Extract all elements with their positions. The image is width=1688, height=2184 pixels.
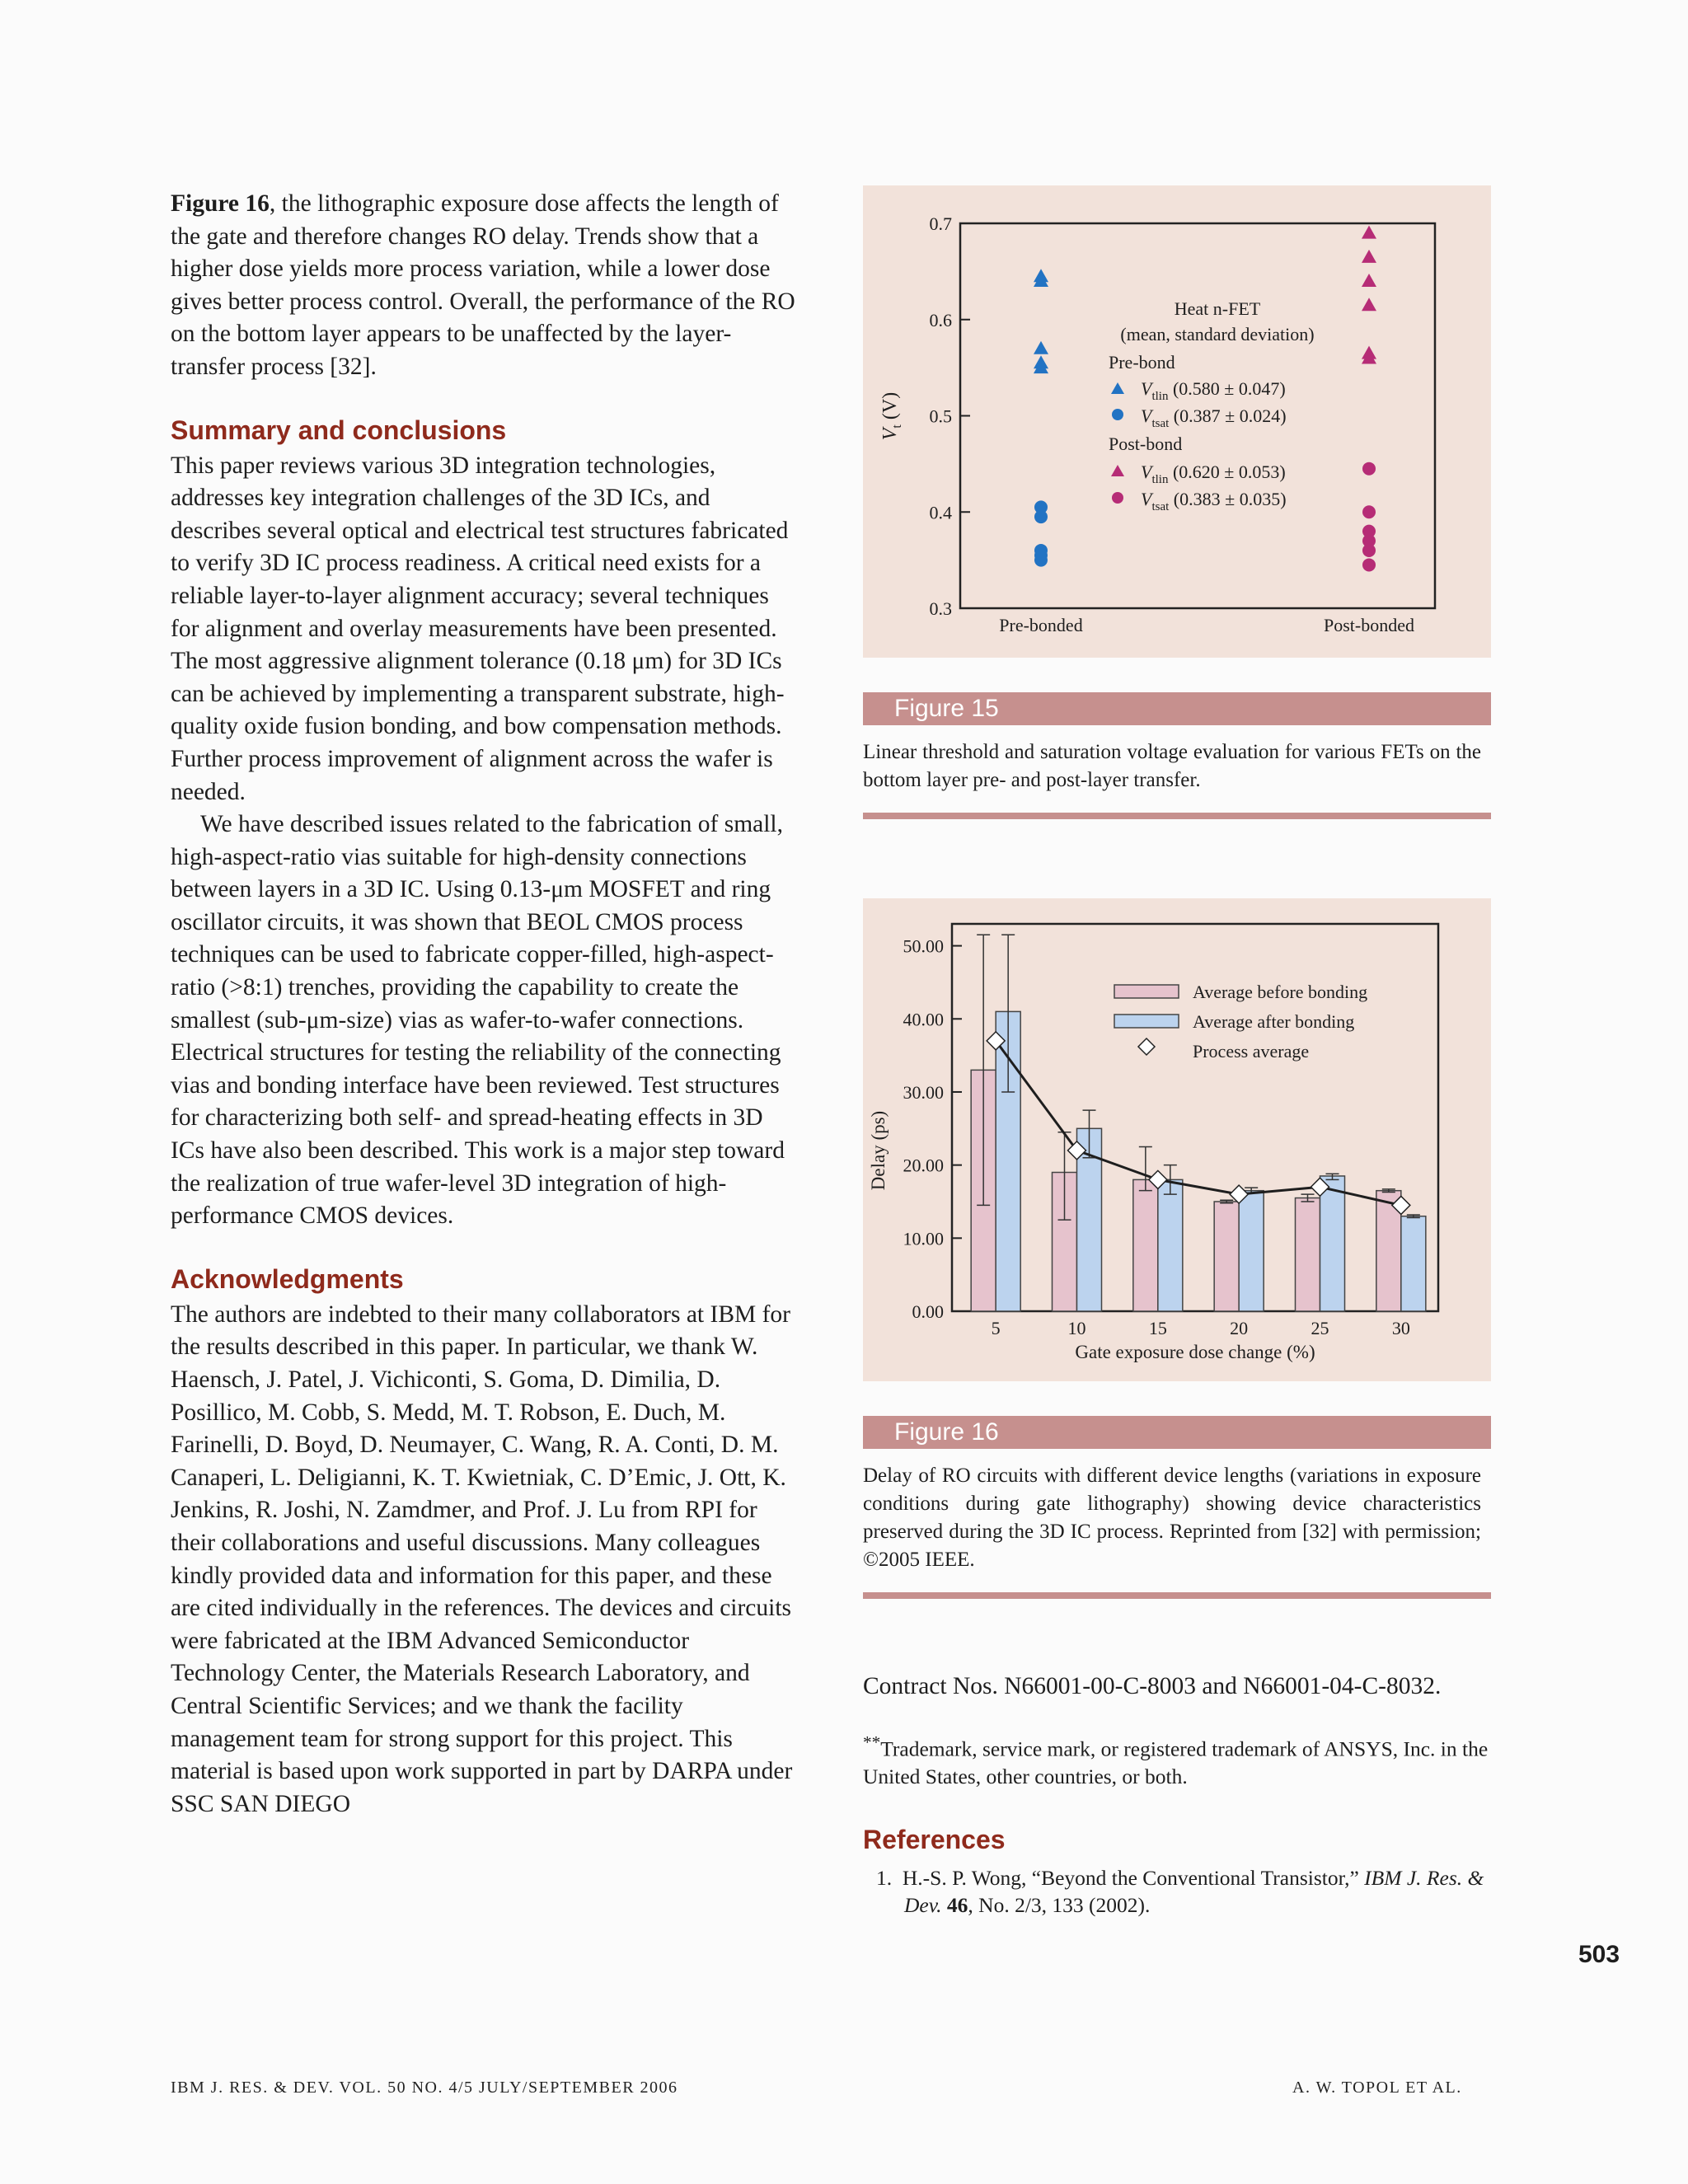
trademark-mark: **	[863, 1732, 881, 1752]
acknowledgments-paragraph: The authors are indebted to their many collaborators at IBM for the results described in this paper. In particular, we thank W. Haensch, J. Patel, J. Vichiconti, S. Goma, D. Dimilia, D. Posillico, M. Cobb, S. Medd, M. T. Robson, E. Duch, M. Farinelli, D. Boyd, D. Neumayer, C. Wang, R. A. Conti, D. M. Canaperi, L. Deligianni, K. T. Kwietniak, C. D’Emic, J. Ott, K. Jenkins, R. Joshi, N. Zamdmer, and Prof. J. Lu from RPI for their collaborations and useful discussions. Many colleagues kindly provided data and information for this paper, and these are cited individually in the references. The devices and circuits were fabricated at the IBM Advanced Semiconductor Technology Center, the Materials Research Laboratory, and Central Scientific Services; and we thank the facility management team for strong support for this project. This material is based upon work supported in part by DARPA under SSC SAN DIEGO	[171, 1301, 793, 1817]
summary-paragraph-1: This paper reviews various 3D integration technologies, addresses key integration challenges of the 3D ICs, and describes several optical and electrical test structures fabricated to verify 3D IC process readiness. A critical need exists for a reliable layer-to-layer alignment accuracy; several techniques for alignment and overlay measurements have been presented. The most aggressive alignment tolerance (0.18 μm) for 3D ICs can be achieved by implementing a transparent substrate, high-quality oxide fusion bonding, and bow compensation methods. Further process improvement of alignment across the wafer is needed.	[171, 452, 789, 805]
fig16-xtick-label: 10	[1067, 1318, 1086, 1338]
fig16-xtick-label: 30	[1391, 1318, 1410, 1338]
left-column	[171, 188, 801, 1821]
fig15-point-triangle	[1362, 298, 1376, 311]
figure16-panel	[863, 898, 1491, 1381]
reference-item	[863, 1864, 1491, 1919]
intro-text: , the lithographic exposure dose affects the length of the gate and therefore changes RO delay. Trends show that a higher dose yields more process variation, while a lower dose gives better process control. Overall, the performance of the RO on the bottom layer appears to be unaffected by the layer-transfer process [32].	[171, 190, 795, 380]
fig15-point-triangle	[1034, 341, 1048, 354]
fig15-ytick-label: 0.7	[929, 213, 952, 234]
fig16-xtick-label: 20	[1230, 1318, 1249, 1338]
fig16-ytick-label: 0.00	[912, 1301, 944, 1322]
fig15-legend-title: Heat n-FET	[1174, 298, 1261, 319]
fig15-legend-entry-4: $V_{tsat}$ (0.383 ± 0.035)	[1141, 489, 1287, 513]
reference-journal: IBM J. Res. & Dev.	[904, 1865, 1484, 1917]
figure16-chart	[863, 898, 1491, 1381]
figure16-rule	[863, 1592, 1491, 1599]
reference-number: 1.	[876, 1865, 893, 1890]
fig15-point-circle	[1362, 544, 1376, 557]
acknowledgments-heading: Acknowledgments	[171, 1263, 404, 1294]
fig15-point-circle	[1362, 505, 1376, 518]
fig16-bar-before	[1133, 1179, 1158, 1311]
trademark-text: Trademark, service mark, or registered trademark of ANSYS, Inc. in the United States, other countries, or both.	[863, 1736, 1489, 1788]
summary-paragraph-2: We have described issues related to the fabrication of small, high-aspect-ratio vias suitable for high-density connections between layers in a 3D IC. Using 0.13-μm MOSFET and ring oscillator circuits, it was shown that BEOL CMOS process techniques can be used to fabricate copper-filled, high-aspect-ratio (>8:1) trenches, providing the capability to create the smallest (sub-μm-size) vias as wafer-to-wafer connections. Electrical structures for testing the reliability of the connecting vias and bonding interface have been reviewed. Test structures for characterizing both self- and spread-heating effects in 3D ICs have also been described. This work is a major step toward the realization of true wafer-level 3D integration of high-performance CMOS devices.	[171, 811, 785, 1230]
figure15-rule	[863, 813, 1491, 819]
fig15-legend-circle-post	[1112, 492, 1123, 504]
fig16-ytick-label: 20.00	[903, 1155, 944, 1176]
figure16-caption: Delay of RO circuits with different device lengths (variations in exposure conditions during gate lithography) showing device characteristics preserved during the 3D IC process. Reprinted from [32] with permission; ©2005 IEEE.	[863, 1465, 1481, 1571]
fig15-xtick-pre: Pre-bonded	[999, 615, 1083, 635]
fig16-legend-swatch-after	[1114, 1015, 1179, 1028]
fig15-xtick-post: Post-bonded	[1324, 615, 1414, 635]
fig15-ytick-label: 0.5	[929, 405, 952, 427]
fig15-legend-circle-pre	[1112, 409, 1123, 420]
page-number: 503	[1578, 1941, 1620, 1968]
fig15-ytick-label: 0.3	[929, 598, 952, 619]
figure15-caption: Linear threshold and saturation voltage evaluation for various FETs on the bottom layer pre- and post-layer transfer.	[863, 741, 1481, 791]
fig16-bar-after	[1320, 1176, 1345, 1311]
fig15-point-triangle	[1362, 250, 1376, 263]
fig16-xlabel: Gate exposure dose change (%)	[1075, 1342, 1315, 1362]
references-heading: References	[863, 1824, 1006, 1854]
summary-heading: Summary and conclusions	[171, 415, 507, 445]
fig15-point-triangle	[1362, 226, 1376, 239]
fig16-xtick-label: 25	[1311, 1318, 1329, 1338]
reference-authors-title: H.-S. P. Wong, “Beyond the Conventional Transistor,”	[902, 1865, 1359, 1890]
fig15-legend-entry-2: $V_{tsat}$ (0.387 ± 0.024)	[1141, 405, 1287, 430]
right-column-text	[863, 1668, 1491, 1919]
figure15-chart	[863, 185, 1491, 658]
intro-paragraph	[171, 188, 801, 384]
fig15-legend-entry-1: $V_{tlin}$ (0.580 ± 0.047)	[1141, 378, 1286, 403]
fig15-ytick-label: 0.4	[929, 502, 952, 523]
fig15-legend-prebond: Pre-bond	[1109, 352, 1175, 373]
fig16-xtick-label: 15	[1148, 1318, 1167, 1338]
fig15-point-circle	[1034, 554, 1048, 567]
figure16-label: Figure 16	[863, 1416, 1491, 1449]
fig15-legend-triangle-pre	[1111, 382, 1124, 394]
figure16-ref: Figure 16	[171, 190, 270, 217]
fig16-ytick-label: 10.00	[903, 1228, 944, 1249]
fig16-legend-process: Process average	[1193, 1041, 1310, 1062]
fig15-legend-triangle-post	[1111, 465, 1124, 476]
fig16-bar-before	[1214, 1202, 1239, 1311]
fig16-legend-swatch-before	[1114, 985, 1179, 998]
fig16-ytick-label: 50.00	[903, 935, 944, 957]
fig15-legend-postbond: Post-bond	[1109, 434, 1183, 454]
fig16-legend-before: Average before bonding	[1193, 982, 1368, 1002]
fig15-point-circle	[1362, 558, 1376, 571]
fig16-legend-diamond	[1138, 1038, 1155, 1055]
trademark-note	[863, 1729, 1491, 1790]
footer-authors: A. W. TOPOL ET AL.	[1292, 2079, 1462, 2097]
fig15-legend-subtitle: (mean, standard deviation)	[1120, 324, 1315, 344]
fig16-xtick-label: 5	[991, 1318, 1001, 1338]
figure15-label: Figure 15	[863, 692, 1491, 725]
fig16-bar-before	[1296, 1198, 1320, 1311]
fig16-bar-after	[1239, 1191, 1264, 1311]
fig15-legend-entry-3: $V_{tlin}$ (0.620 ± 0.053)	[1141, 462, 1286, 486]
fig15-point-circle	[1034, 510, 1048, 523]
contract-text: Contract Nos. N66001-00-C-8003 and N66001-04-C-8032.	[863, 1673, 1442, 1699]
fig16-ylabel: Delay (ps)	[868, 1110, 889, 1191]
fig15-point-triangle	[1362, 274, 1376, 287]
fig16-ytick-label: 40.00	[903, 1009, 944, 1030]
reference-volume: 46	[946, 1892, 968, 1917]
fig16-ytick-label: 30.00	[903, 1081, 944, 1103]
reference-details: , No. 2/3, 133 (2002).	[968, 1892, 1151, 1917]
figure15-panel	[863, 185, 1491, 658]
footer-journal: IBM J. RES. & DEV. VOL. 50 NO. 4/5 JULY/SEPTEMBER 2006	[171, 2079, 678, 2097]
fig15-ytick-label: 0.6	[929, 309, 952, 330]
fig15-point-circle	[1362, 462, 1376, 476]
fig16-bar-after	[1158, 1179, 1183, 1311]
fig16-bar-after	[1401, 1216, 1426, 1311]
fig15-ylabel: $V_t$ (V)	[879, 391, 904, 441]
fig16-legend-after: Average after bonding	[1193, 1011, 1355, 1032]
